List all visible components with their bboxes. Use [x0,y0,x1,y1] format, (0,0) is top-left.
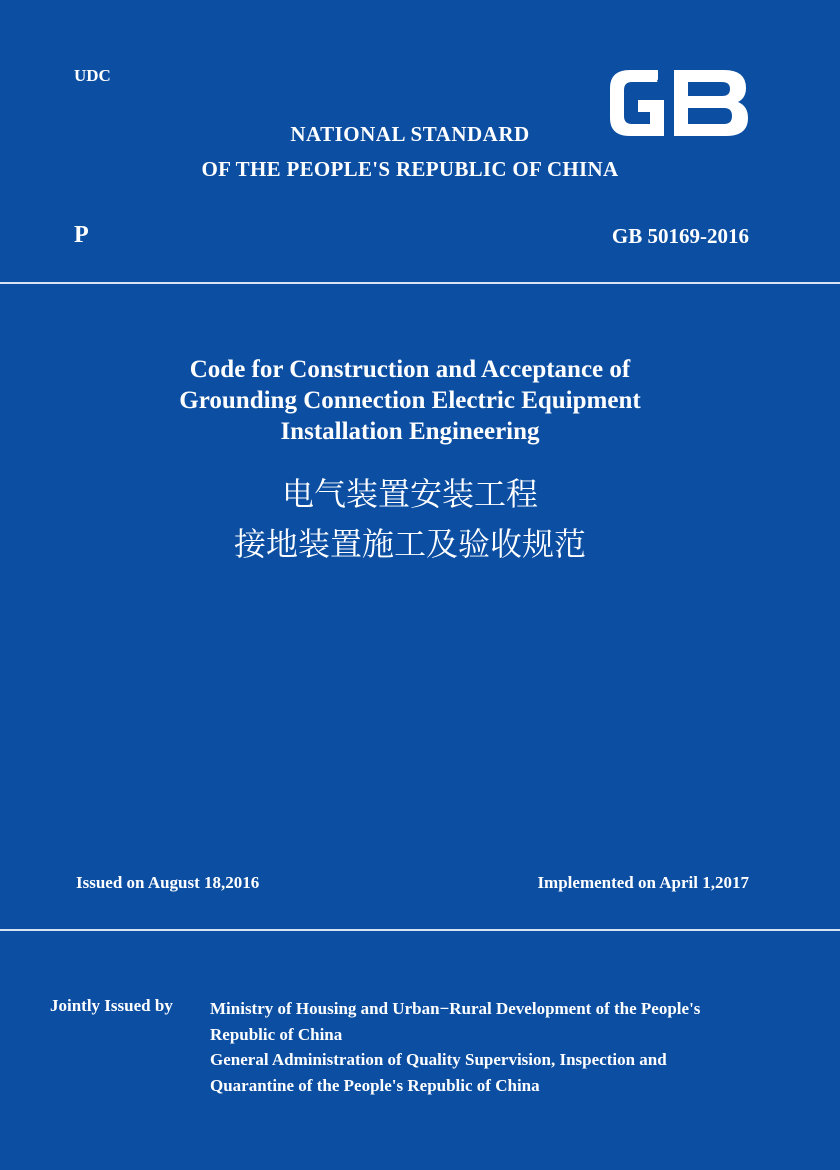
english-title-line-3: Installation Engineering [280,418,540,445]
issuer-line-2: Republic of China [210,1025,343,1044]
issue-date: Issued on August 18,2016 [76,873,260,892]
jointly-issued-label: Jointly Issued by [50,996,173,1015]
implementation-date: Implemented on April 1,2017 [537,873,749,892]
bottom-divider [0,929,840,931]
classification-code: P [74,222,89,248]
standard-number: GB 50169-2016 [611,224,749,248]
english-title-line-2: Grounding Connection Electric Equipment [179,387,641,414]
english-title-line-1: Code for Construction and Acceptance of [189,356,631,383]
prc-heading: OF THE PEOPLE'S REPUBLIC OF CHINA [201,157,619,181]
issuer-line-4: Quarantine of the People's Republic of China [210,1076,540,1095]
chinese-title-line-1: 电气装置安装工程 [281,475,538,513]
chinese-title-line-2: 接地装置施工及验收规范 [233,525,586,563]
issuer-line-1: Ministry of Housing and Urban−Rural Development of the People's [210,999,701,1018]
issuer-line-3: General Administration of Quality Supervision, Inspection and [210,1050,667,1069]
top-divider [0,282,840,284]
national-standard-heading: NATIONAL STANDARD [290,122,530,146]
udc-label: UDC [74,66,111,85]
